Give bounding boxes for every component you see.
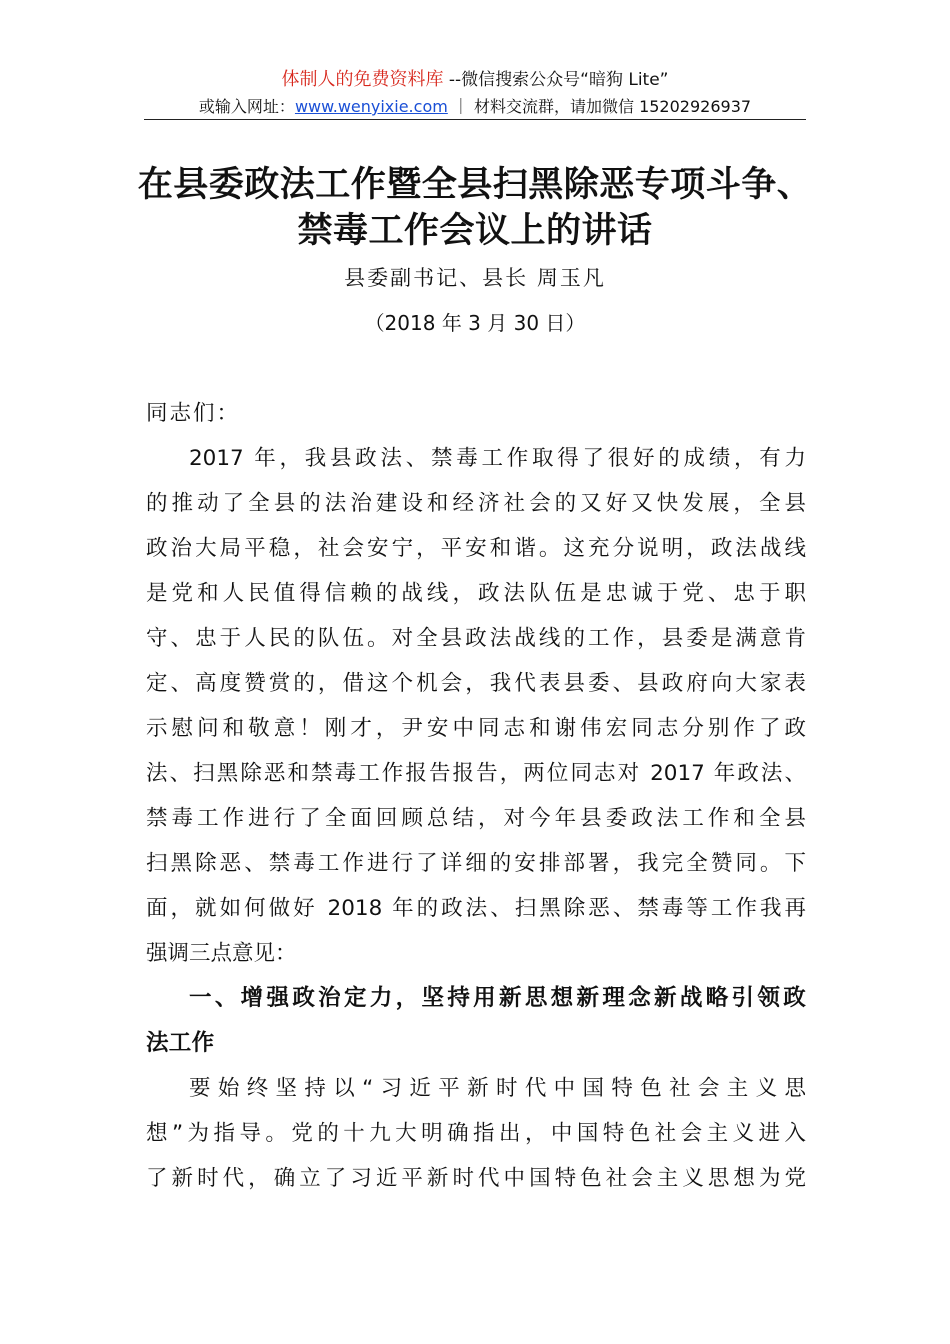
website-link[interactable]: www.wenyixie.com <box>294 97 448 116</box>
document-author: 县委副书记、县长 周玉凡 <box>344 266 606 290</box>
header-banner <box>0 66 950 94</box>
page-header <box>0 66 950 120</box>
header-brand: 体制人的免费资料库 <box>281 69 444 90</box>
section-heading-line: 法工作 <box>146 1030 215 1056</box>
title-line: 禁毒工作会议上的讲话 <box>297 210 653 251</box>
paragraph-line: 是党和人民值得信赖的战线，政法队伍是忠诚于党、忠于职 <box>146 581 806 606</box>
header-contact <box>0 94 950 120</box>
paragraph-line: 定、高度赞赏的，借这个机会，我代表县委、县政府向大家表 <box>146 671 806 696</box>
section-heading-line: 一、增强政治定力，坚持用新思想新理念新战略引领政 <box>189 985 806 1011</box>
paragraph-line: 了新时代，确立了习近平新时代中国特色社会主义思想为党 <box>146 1166 806 1191</box>
paragraph-line: 禁毒工作进行了全面回顾总结，对今年县委政法工作和全县 <box>146 806 806 831</box>
header-url-prefix: 或输入网址： <box>198 97 295 116</box>
paragraph-line: 强调三点意见： <box>146 941 297 966</box>
title-line: 在县委政法工作暨全县扫黑除恶专项斗争、 <box>137 164 813 205</box>
header-contact-suffix: ｜ 材料交流群，请加微信 15202926937 <box>447 97 752 116</box>
paragraph-line: 法、扫黑除恶和禁毒工作报告报告，两位同志对 2017 年政法、 <box>146 761 806 786</box>
document-title <box>110 162 840 254</box>
paragraph-intro <box>146 436 806 976</box>
paragraph-line: 2017 年，我县政法、禁毒工作取得了很好的成绩，有力 <box>189 446 806 471</box>
paragraph-line: 守、忠于人民的队伍。对全县政法战线的工作，县委是满意肯 <box>146 626 806 651</box>
paragraph-line: 想”为指导。党的十九大明确指出，中国特色社会主义进入 <box>146 1121 806 1146</box>
header-divider <box>144 119 806 120</box>
document-date: （2018 年 3 月 30 日） <box>364 311 586 335</box>
paragraph-line: 的推动了全县的法治建设和经济社会的又好又快发展，全县 <box>146 491 806 516</box>
paragraph-line: 扫黑除恶、禁毒工作进行了详细的安排部署，我完全赞同。下 <box>146 851 806 876</box>
salutation: 同志们： <box>146 401 241 426</box>
paragraph-line: 要始终坚持以“习近平新时代中国特色社会主义思 <box>189 1076 806 1101</box>
paragraph-line: 政治大局平稳，社会安宁，平安和谐。这充分说明，政法战线 <box>146 536 806 561</box>
document-body <box>146 391 806 1201</box>
section-heading-1 <box>146 976 806 1066</box>
paragraph-line: 面，就如何做好 2018 年的政法、扫黑除恶、禁毒等工作我再 <box>146 896 806 921</box>
header-slogan: --微信搜索公众号“暗狗 Lite” <box>443 70 669 90</box>
paragraph-guidance <box>146 1066 806 1201</box>
paragraph-line: 示慰问和敬意！刚才，尹安中同志和谢伟宏同志分别作了政 <box>146 716 806 741</box>
